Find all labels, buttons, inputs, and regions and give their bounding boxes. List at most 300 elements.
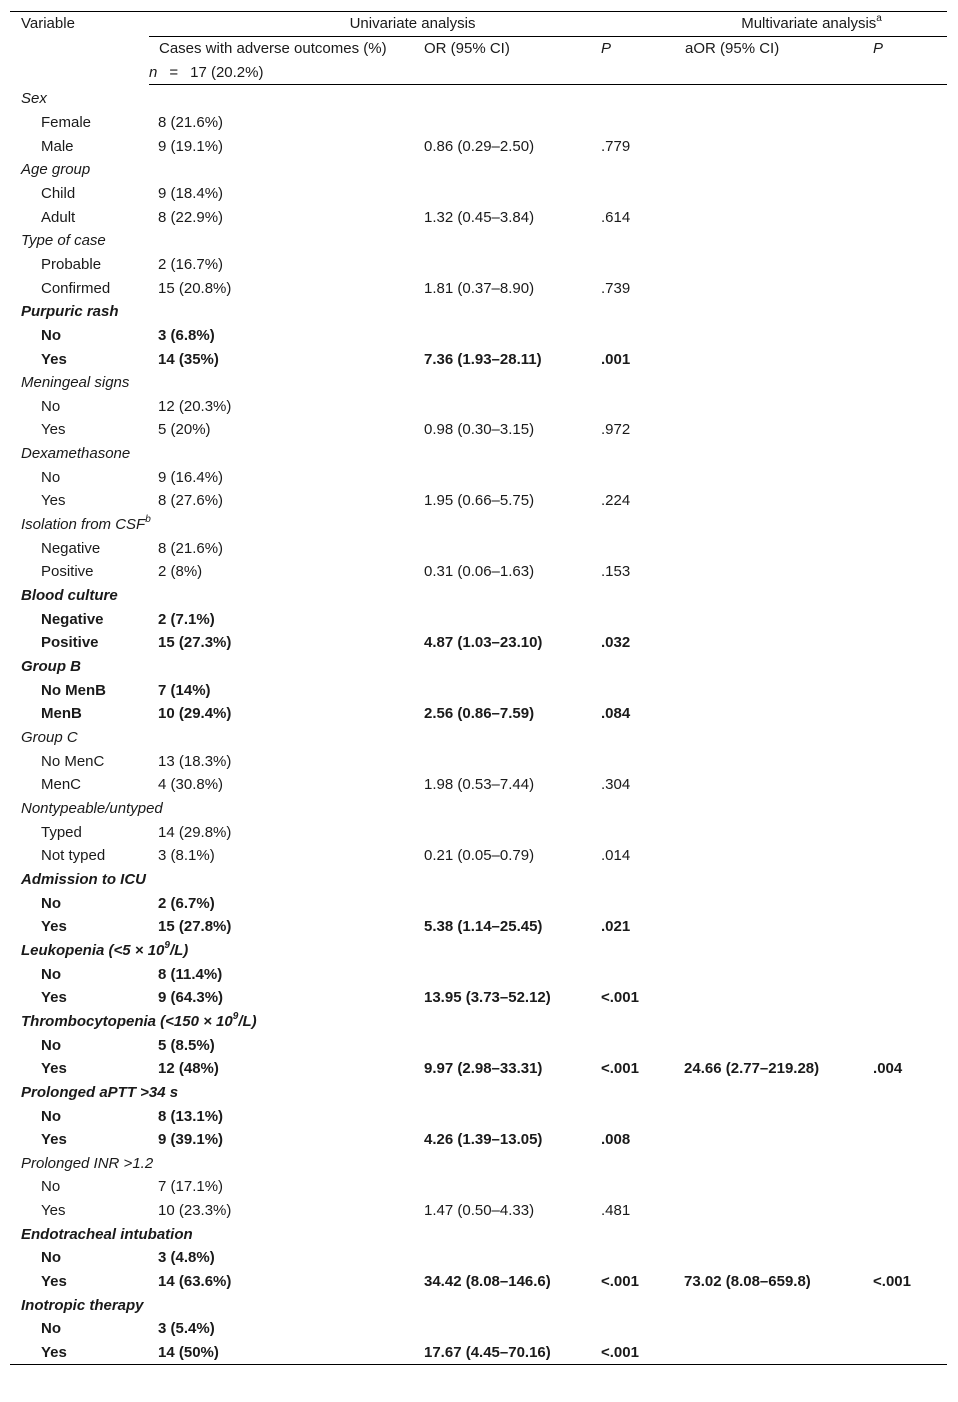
or-cell: 0.98 (0.30–3.15) xyxy=(424,421,535,439)
level-label: Yes xyxy=(41,1273,67,1291)
level-label: Yes xyxy=(41,1060,67,1078)
p2-cell xyxy=(863,891,947,915)
level-label: No xyxy=(41,1107,61,1125)
or-cell: 4.87 (1.03–23.10) xyxy=(424,634,543,652)
or-cell xyxy=(414,1033,592,1057)
table-row xyxy=(10,489,947,513)
p-cell xyxy=(592,1246,676,1270)
table-row xyxy=(10,749,947,773)
p-cell: .032 xyxy=(601,634,631,652)
cases-cell: 3 (4.8%) xyxy=(158,1249,215,1267)
cases-cell: 14 (35%) xyxy=(158,350,219,368)
header-row-1 xyxy=(10,12,947,37)
p2-cell xyxy=(863,1341,947,1365)
superscript: 9 xyxy=(232,1010,239,1022)
level-label: MenC xyxy=(41,776,82,794)
p2-cell xyxy=(863,631,947,655)
p2-cell xyxy=(863,1246,947,1270)
p2-cell xyxy=(863,205,947,229)
p-cell xyxy=(592,749,676,773)
aor-cell xyxy=(676,607,863,631)
level-label: Yes xyxy=(41,918,67,936)
p-cell: .614 xyxy=(601,208,631,226)
p-cell: .008 xyxy=(601,1131,631,1149)
level-label: Adult xyxy=(41,208,76,226)
category-row xyxy=(10,726,947,750)
variable-header: Variable xyxy=(10,12,149,85)
category-label: Group B xyxy=(21,658,81,676)
cases-cell: 5 (8.5%) xyxy=(158,1036,215,1054)
aor-cell xyxy=(676,418,863,442)
table-row xyxy=(10,1033,947,1057)
or-cell xyxy=(414,324,592,348)
cases-cell: 5 (20%) xyxy=(158,421,211,439)
aor-cell: 24.66 (2.77–219.28) xyxy=(684,1060,820,1078)
or-cell xyxy=(414,749,592,773)
table-row xyxy=(10,205,947,229)
level-label: No xyxy=(41,397,61,415)
n-summary: n = 17 (20.2%) xyxy=(149,60,414,84)
or-cell xyxy=(414,253,592,277)
aor-cell xyxy=(676,324,863,348)
level-label: No MenB xyxy=(41,681,106,699)
or-cell: 0.21 (0.05–0.79) xyxy=(424,847,535,865)
p2-cell xyxy=(863,607,947,631)
p-cell xyxy=(592,1175,676,1199)
or-cell: 34.42 (8.08–146.6) xyxy=(424,1273,551,1291)
superscript: 9 xyxy=(164,939,170,951)
or-cell xyxy=(414,1175,592,1199)
level-label: Child xyxy=(41,184,76,202)
category-row xyxy=(10,229,947,253)
category-label: Dexamethasone xyxy=(21,445,131,463)
table-row xyxy=(10,1128,947,1152)
or-cell: 1.95 (0.66–5.75) xyxy=(424,492,535,510)
or-cell: 17.67 (4.45–70.16) xyxy=(414,1341,592,1365)
category-label: Blood culture xyxy=(21,587,118,605)
table-row xyxy=(10,607,947,631)
aor-cell xyxy=(676,1175,863,1199)
p2-cell xyxy=(863,253,947,277)
p-cell xyxy=(592,678,676,702)
p-cell: .153 xyxy=(601,563,631,581)
p-cell xyxy=(592,1317,676,1341)
table-body xyxy=(10,84,947,1364)
category-row xyxy=(10,939,947,963)
p-cell xyxy=(592,182,676,206)
cases-cell: 9 (19.1%) xyxy=(158,137,224,155)
table-row xyxy=(10,1341,947,1365)
aor-cell xyxy=(676,678,863,702)
table-row xyxy=(10,1246,947,1270)
p-cell xyxy=(592,962,676,986)
category-row xyxy=(10,84,947,110)
table-row xyxy=(10,536,947,560)
aor-cell xyxy=(676,1246,863,1270)
p-cell: .021 xyxy=(601,918,631,936)
aor-cell xyxy=(676,347,863,371)
p-cell: <.001 xyxy=(601,989,639,1007)
level-label: Yes xyxy=(41,350,67,368)
cases-cell: 14 (29.8%) xyxy=(158,823,232,841)
category-row xyxy=(10,442,947,466)
p-cell xyxy=(592,465,676,489)
or-cell: 7.36 (1.93–28.11) xyxy=(424,350,542,368)
category-row xyxy=(10,371,947,395)
aor-cell xyxy=(676,702,863,726)
cases-cell: 12 (20.3%) xyxy=(158,397,232,415)
aor-cell xyxy=(676,1033,863,1057)
aor-cell xyxy=(676,205,863,229)
p-cell: .739 xyxy=(601,279,631,297)
p2-cell xyxy=(863,324,947,348)
level-label: No xyxy=(41,965,61,983)
category-row xyxy=(10,1081,947,1105)
level-label: MenB xyxy=(41,705,82,723)
p-cell xyxy=(592,820,676,844)
cases-cell: 15 (27.3%) xyxy=(158,634,232,652)
p2-cell xyxy=(863,182,947,206)
category-label: Isolation from CSF$^b$ xyxy=(21,514,151,534)
category-row xyxy=(10,655,947,679)
p-cell: <.001 xyxy=(592,1341,676,1365)
aor-cell xyxy=(676,631,863,655)
univariate-header: Univariate analysis xyxy=(149,12,676,37)
table-row xyxy=(10,1175,947,1199)
category-row xyxy=(10,1293,947,1317)
category-row xyxy=(10,868,947,892)
level-label: No xyxy=(41,1178,61,1196)
p2-cell xyxy=(863,560,947,584)
or-cell: 13.95 (3.73–52.12) xyxy=(424,989,551,1007)
header-row-2 xyxy=(10,36,947,60)
table-row xyxy=(10,111,947,135)
p2-cell xyxy=(863,1104,947,1128)
or-cell xyxy=(414,962,592,986)
level-label: Male xyxy=(41,137,74,155)
p2-cell xyxy=(863,844,947,868)
level-label: No xyxy=(41,468,61,486)
level-label: Confirmed xyxy=(41,279,111,297)
cases-cell: 13 (18.3%) xyxy=(158,752,232,770)
cases-cell: 2 (16.7%) xyxy=(158,255,224,273)
p2-cell xyxy=(863,276,947,300)
level-label: Not typed xyxy=(41,847,106,865)
table-row xyxy=(10,631,947,655)
level-label: Female xyxy=(41,113,92,131)
or-cell xyxy=(414,891,592,915)
p-cell: .972 xyxy=(601,421,631,439)
aor-cell xyxy=(676,465,863,489)
p-cell: .084 xyxy=(601,705,631,723)
cases-cell: 3 (8.1%) xyxy=(158,847,215,865)
cases-cell: 9 (18.4%) xyxy=(158,184,224,202)
superscript: b xyxy=(145,514,151,526)
p2-cell xyxy=(863,1128,947,1152)
aor-cell: 73.02 (8.08–659.8) xyxy=(684,1273,811,1291)
cases-cell: 10 (23.3%) xyxy=(158,1202,232,1220)
table-row xyxy=(10,702,947,726)
aor-cell xyxy=(676,844,863,868)
table-row xyxy=(10,1057,947,1081)
category-label: Thrombocytopenia $(<150 \times 10^9/L)$ xyxy=(21,1010,257,1030)
aor-cell xyxy=(676,891,863,915)
cases-cell: 8 (13.1%) xyxy=(158,1107,224,1125)
table-row xyxy=(10,1317,947,1341)
or-cell: 9.97 (2.98–33.31) xyxy=(424,1060,543,1078)
or-cell: 0.86 (0.29–2.50) xyxy=(424,137,535,155)
level-label: Yes xyxy=(41,421,66,439)
cases-cell: 2 (7.1%) xyxy=(158,610,215,628)
table-row xyxy=(10,678,947,702)
category-label: Group C xyxy=(21,729,78,747)
p2-cell xyxy=(863,702,947,726)
cases-cell: 7 (17.1%) xyxy=(158,1178,224,1196)
p2-cell xyxy=(863,749,947,773)
cases-cell: 3 (5.4%) xyxy=(158,1320,215,1338)
aor-cell xyxy=(676,182,863,206)
or-cell xyxy=(414,111,592,135)
cases-cell: 9 (39.1%) xyxy=(158,1131,224,1149)
aor-cell xyxy=(676,749,863,773)
table-row xyxy=(10,395,947,419)
p2-cell xyxy=(863,418,947,442)
aor-cell xyxy=(676,1104,863,1128)
table-row xyxy=(10,560,947,584)
category-row xyxy=(10,1222,947,1246)
table-row xyxy=(10,324,947,348)
p-cell xyxy=(592,536,676,560)
p2-cell xyxy=(863,347,947,371)
cases-cell: 14 (50%) xyxy=(149,1341,414,1365)
or-cell: 1.98 (0.53–7.44) xyxy=(424,776,535,794)
level-label: Yes xyxy=(41,1131,67,1149)
aor-cell xyxy=(676,560,863,584)
category-label: Meningeal signs xyxy=(21,374,130,392)
level-label: No xyxy=(41,1036,61,1054)
p-cell: .304 xyxy=(601,776,631,794)
table-row xyxy=(10,347,947,371)
level-label: No MenC xyxy=(41,752,105,770)
level-label: Positive xyxy=(41,563,94,581)
category-label: Prolonged aPTT >34 s xyxy=(21,1083,179,1101)
cases-cell: 7 (14%) xyxy=(158,681,211,699)
cases-cell: 9 (64.3%) xyxy=(158,989,224,1007)
level-label: No xyxy=(41,894,61,912)
level-label: No xyxy=(41,326,61,344)
cases-cell: 15 (27.8%) xyxy=(158,918,232,936)
p-cell: .779 xyxy=(601,137,631,155)
category-label: Prolonged INR >1.2 xyxy=(21,1154,154,1172)
level-label: Yes xyxy=(41,989,67,1007)
or-cell xyxy=(414,536,592,560)
p2-cell xyxy=(863,915,947,939)
p-header: P xyxy=(601,39,612,57)
or-cell: 0.31 (0.06–1.63) xyxy=(424,563,535,581)
category-row xyxy=(10,513,947,537)
p-cell: .014 xyxy=(601,847,631,865)
or-cell xyxy=(414,607,592,631)
or-cell: 2.56 (0.86–7.59) xyxy=(424,705,535,723)
table-row xyxy=(10,891,947,915)
p-cell xyxy=(592,111,676,135)
cases-header: Cases with adverse outcomes (%) xyxy=(159,39,387,57)
cases-cell: 10 (29.4%) xyxy=(158,705,232,723)
multivariate-header: Multivariate analysis$^a$ xyxy=(676,12,947,37)
aor-cell xyxy=(676,395,863,419)
p2-cell xyxy=(863,986,947,1010)
p2-cell xyxy=(863,1199,947,1223)
p-cell: .224 xyxy=(601,492,631,510)
aor-cell xyxy=(676,134,863,158)
cases-cell: 2 (8%) xyxy=(158,563,203,581)
aor-cell xyxy=(676,986,863,1010)
category-label: Leukopenia $(<5 \times 10^9/L)$ xyxy=(21,939,189,959)
cases-cell: 12 (48%) xyxy=(158,1060,219,1078)
or-cell: 5.38 (1.14–25.45) xyxy=(424,918,543,936)
or-cell xyxy=(414,1246,592,1270)
category-row xyxy=(10,158,947,182)
p2-cell xyxy=(863,111,947,135)
aor-cell xyxy=(676,820,863,844)
level-label: Positive xyxy=(41,634,99,652)
category-row xyxy=(10,300,947,324)
p-cell xyxy=(592,891,676,915)
p2-cell xyxy=(863,489,947,513)
table-row xyxy=(10,962,947,986)
results-table xyxy=(10,11,947,1365)
category-label: Sex xyxy=(21,90,47,108)
p2-cell xyxy=(863,1033,947,1057)
or-cell xyxy=(414,1317,592,1341)
aor-cell xyxy=(676,1341,863,1365)
p-cell: <.001 xyxy=(601,1273,639,1291)
multivariate-footnote-mark: a xyxy=(876,13,882,25)
p2-cell xyxy=(863,962,947,986)
aor-cell xyxy=(676,276,863,300)
aor-cell xyxy=(676,1128,863,1152)
table-row xyxy=(10,1104,947,1128)
or-cell xyxy=(414,465,592,489)
category-label: Age group xyxy=(21,161,91,179)
or-cell: 1.32 (0.45–3.84) xyxy=(424,208,535,226)
category-label: Inotropic therapy xyxy=(21,1296,144,1314)
table-row xyxy=(10,844,947,868)
table-row xyxy=(10,915,947,939)
p2-cell xyxy=(863,1317,947,1341)
or-cell xyxy=(414,820,592,844)
p2-cell xyxy=(863,678,947,702)
p-cell: .001 xyxy=(601,350,631,368)
p2-cell: <.001 xyxy=(873,1273,911,1291)
cases-cell: 8 (22.9%) xyxy=(158,208,224,226)
aor-cell xyxy=(676,536,863,560)
table-row xyxy=(10,1199,947,1223)
aor-cell xyxy=(676,773,863,797)
or-header: OR (95% CI) xyxy=(424,39,510,57)
p2-cell xyxy=(863,820,947,844)
level-label: Probable xyxy=(41,255,102,273)
cases-cell: 2 (6.7%) xyxy=(158,894,215,912)
or-cell xyxy=(414,678,592,702)
p-cell xyxy=(592,253,676,277)
level-label: Yes xyxy=(41,492,66,510)
category-label: Nontypeable/untyped xyxy=(21,799,163,817)
category-row xyxy=(10,1010,947,1034)
table-row xyxy=(10,418,947,442)
p-cell: .481 xyxy=(601,1202,631,1220)
p-cell xyxy=(592,1104,676,1128)
level-label: Negative xyxy=(41,610,104,628)
cases-cell: 15 (20.8%) xyxy=(158,279,232,297)
cases-cell: 8 (27.6%) xyxy=(158,492,224,510)
cases-cell: 8 (11.4%) xyxy=(158,965,223,983)
cases-cell: 3 (6.8%) xyxy=(158,326,215,344)
level-label: Yes xyxy=(10,1341,149,1365)
category-label: Type of case xyxy=(21,232,106,250)
level-label: Negative xyxy=(41,539,101,557)
p2-cell xyxy=(863,134,947,158)
table-row xyxy=(10,1270,947,1294)
or-cell: 1.81 (0.37–8.90) xyxy=(424,279,535,297)
aor-cell xyxy=(676,111,863,135)
aor-cell xyxy=(676,962,863,986)
table-row xyxy=(10,820,947,844)
table-row xyxy=(10,986,947,1010)
p-cell xyxy=(592,324,676,348)
category-label: Purpuric rash xyxy=(21,303,119,321)
or-cell xyxy=(414,1104,592,1128)
level-label: Typed xyxy=(41,823,82,841)
table-row xyxy=(10,182,947,206)
aor-cell xyxy=(676,915,863,939)
aor-cell xyxy=(676,1199,863,1223)
table-row xyxy=(10,276,947,300)
or-cell: 4.26 (1.39–13.05) xyxy=(424,1131,543,1149)
aor-header: aOR (95% CI) xyxy=(685,39,780,57)
category-row xyxy=(10,584,947,608)
level-label: No xyxy=(41,1320,61,1338)
cases-cell: 14 (63.6%) xyxy=(158,1273,232,1291)
or-cell: 1.47 (0.50–4.33) xyxy=(424,1202,535,1220)
aor-cell xyxy=(676,1317,863,1341)
category-row xyxy=(10,1152,947,1176)
p2-header: P xyxy=(873,39,884,57)
category-label: Admission to ICU xyxy=(21,870,147,888)
aor-cell xyxy=(676,253,863,277)
p2-cell xyxy=(863,536,947,560)
p-cell xyxy=(592,395,676,419)
category-row xyxy=(10,797,947,821)
p2-cell xyxy=(863,1175,947,1199)
cases-cell: 9 (16.4%) xyxy=(158,468,224,486)
or-cell xyxy=(414,182,592,206)
header-row-3 xyxy=(10,60,947,84)
table-row xyxy=(10,465,947,489)
p2-cell xyxy=(863,395,947,419)
table-row xyxy=(10,773,947,797)
table-row xyxy=(10,253,947,277)
p2-cell xyxy=(863,465,947,489)
cases-cell: 8 (21.6%) xyxy=(158,113,224,131)
or-cell xyxy=(414,395,592,419)
aor-cell xyxy=(676,489,863,513)
p-cell xyxy=(592,607,676,631)
level-label: No xyxy=(41,1249,61,1267)
level-label: Yes xyxy=(41,1202,66,1220)
p-cell: <.001 xyxy=(601,1060,639,1078)
p2-cell: .004 xyxy=(873,1060,903,1078)
